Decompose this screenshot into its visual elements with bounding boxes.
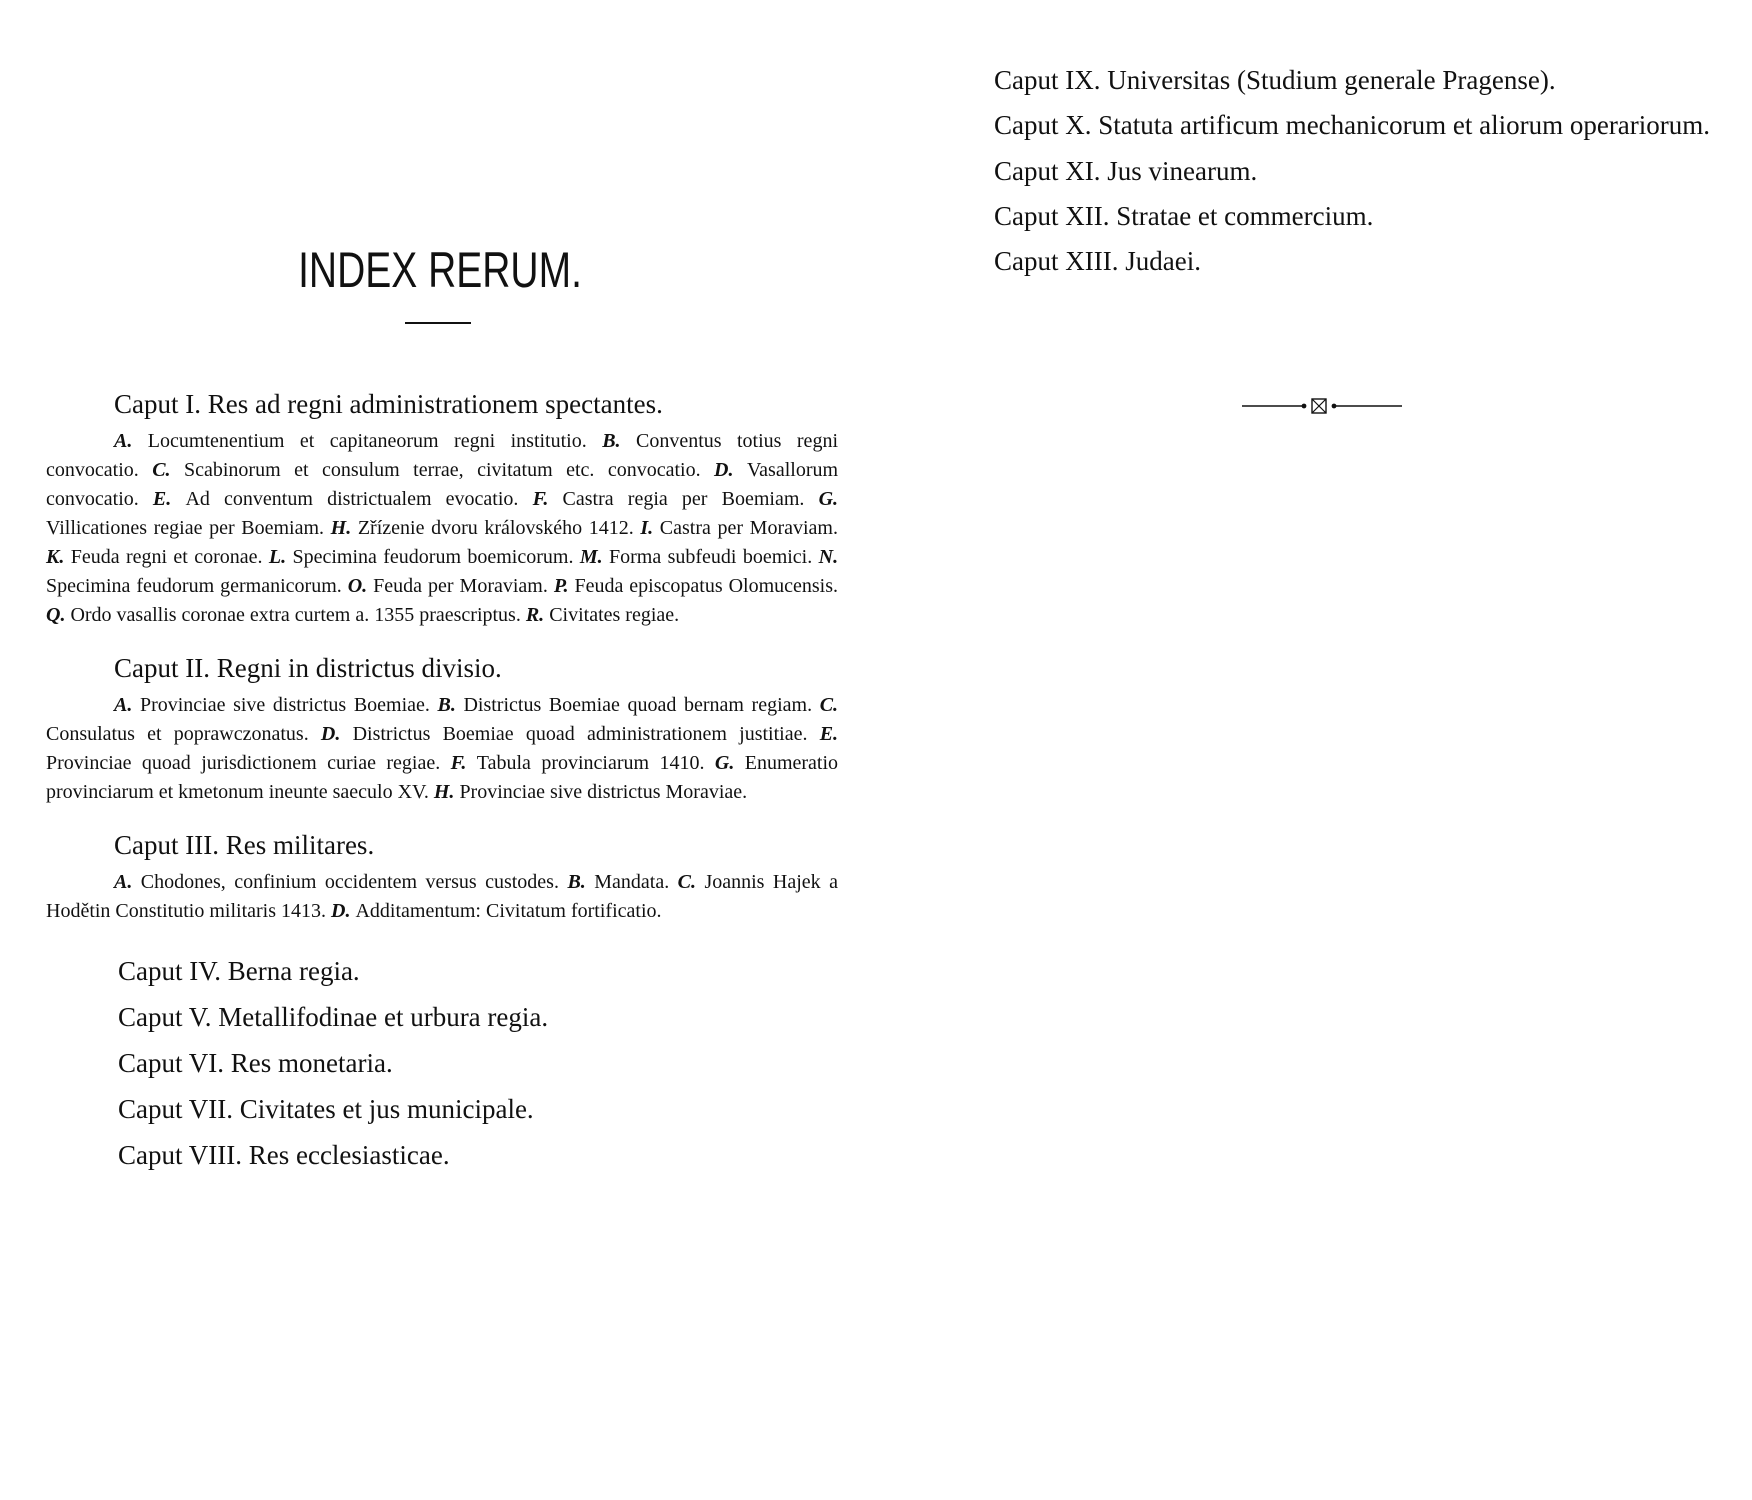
end-ornament-icon (1242, 396, 1402, 416)
item-letter: L. (268, 546, 287, 568)
right-chapter-list (926, 58, 1716, 284)
item-text: Mandata. (594, 871, 670, 893)
chapter-11: Caput XI. Jus vinearum. (994, 156, 1258, 186)
item-text: Civitates regiae. (549, 604, 680, 626)
right-page (876, 0, 1752, 1500)
item-letter: O. (347, 575, 368, 597)
item-text: Scabinorum et consulum terrae, civitatum etc. convocatio. (184, 459, 701, 481)
item-text: Feuda per Moraviam. (373, 575, 548, 597)
item-text: Specimina feudorum germanicorum. (46, 575, 342, 597)
item-text: Specimina feudorum boemicorum. (292, 546, 574, 568)
chapter-6: Caput VI. Res monetaria. (118, 1048, 393, 1078)
item-text: Additamentum: Civitatum fortificatio. (355, 900, 662, 922)
item-text: Joannis Hajek a Hodětin Constitutio militaris 1413. (46, 871, 839, 922)
item-text: Provinciae sive districtus Boemiae. (139, 694, 430, 716)
item-letter: R. (525, 604, 545, 626)
item-text: Feuda episcopatus Olomucensis. (574, 575, 839, 597)
item-text: Zřízenie dvoru královského 1412. (357, 517, 634, 539)
item-text: Castra regia per Boemiam. (562, 488, 805, 510)
item-letter: B. (567, 871, 586, 893)
item-text: Chodones, confinium occidentem versus custodes. (140, 871, 559, 893)
chapter-4: Caput IV. Berna regia. (118, 956, 360, 986)
page-title: INDEX RERUM. (298, 242, 582, 298)
chapter-10: Caput X. Statuta artificum mechanicorum et aliorum operariorum. (994, 110, 1711, 140)
chapter-8: Caput VIII. Res ecclesiasticae. (118, 1140, 450, 1170)
chapter-items (46, 691, 838, 807)
chapter-list (46, 384, 838, 1178)
chapter-12: Caput XII. Stratae et commercium. (994, 201, 1374, 231)
simple-chapter-list (46, 948, 838, 1178)
chapter-heading: Caput III. Res militares. (114, 830, 375, 860)
item-letter: B. (602, 430, 621, 452)
item-letter: I. (640, 517, 654, 539)
chapter-heading: Caput II. Regni in districtus divisio. (114, 653, 502, 683)
item-letter: K. (46, 546, 65, 568)
item-letter: H. (433, 781, 455, 803)
chapter-9: Caput IX. Universitas (Studium generale Pragense). (994, 65, 1556, 95)
item-letter: C. (677, 871, 697, 893)
item-letter: D. (714, 459, 734, 481)
item-letter: P. (553, 575, 569, 597)
item-text: Locumtenentium et capitaneorum regni institutio. (147, 430, 587, 452)
item-letter: H. (330, 517, 352, 539)
item-text: Enumeratio provinciarum et kmetonum ineunte saeculo XV. (46, 752, 839, 803)
item-letter: M. (579, 546, 603, 568)
item-text: Provinciae quoad jurisdictionem curiae regiae. (46, 752, 441, 774)
item-letter: N. (818, 546, 839, 568)
item-text: Tabula provinciarum 1410. (476, 752, 705, 774)
item-text: Conventus totius regni convocatio. (46, 430, 838, 481)
item-letter: D. (320, 723, 341, 745)
title-rule (405, 322, 471, 324)
item-text: Ordo vasallis coronae extra curtem a. 1355 praescriptus. (70, 604, 521, 626)
item-letter: F. (532, 488, 549, 510)
item-letter: E. (152, 488, 172, 510)
chapter-3 (46, 825, 838, 926)
chapter-items (46, 427, 838, 630)
chapter-items (46, 868, 838, 926)
item-text: Feuda regni et coronae. (70, 546, 263, 568)
chapter-13: Caput XIII. Judaei. (994, 246, 1201, 276)
item-letter: D. (331, 900, 351, 922)
chapter-1 (46, 384, 838, 630)
chapter-7: Caput VII. Civitates et jus municipale. (118, 1094, 534, 1124)
item-letter: G. (818, 488, 839, 510)
item-letter: B. (437, 694, 456, 716)
item-letter: C. (152, 459, 171, 481)
chapter-heading: Caput I. Res ad regni administrationem spectantes. (114, 389, 663, 419)
item-letter: F. (450, 752, 467, 774)
item-letter: E. (819, 723, 839, 745)
item-text: Districtus Boemiae quoad bernam regiam. (463, 694, 813, 716)
chapter-2 (46, 648, 838, 807)
item-letter: A. (114, 871, 133, 893)
item-text: Ad conventum districtualem evocatio. (185, 488, 519, 510)
item-text: Vasallorum convocatio. (46, 459, 839, 510)
chapter-5: Caput V. Metallifodinae et urbura regia. (118, 1002, 549, 1032)
item-letter: A. (114, 430, 133, 452)
item-text: Provinciae sive districtus Moraviae. (459, 781, 748, 803)
item-text: Consulatus et poprawczonatus. (46, 723, 309, 745)
item-letter: G. (714, 752, 735, 774)
item-letter: C. (819, 694, 839, 716)
item-text: Castra per Moraviam. (659, 517, 838, 539)
item-letter: Q. (46, 604, 66, 626)
item-text: Forma subfeudi boemici. (609, 546, 813, 568)
item-text: Districtus Boemiae quoad administrationem justitiae. (352, 723, 808, 745)
item-text: Villicationes regiae per Boemiam. (46, 517, 325, 539)
item-letter: A. (114, 694, 133, 716)
